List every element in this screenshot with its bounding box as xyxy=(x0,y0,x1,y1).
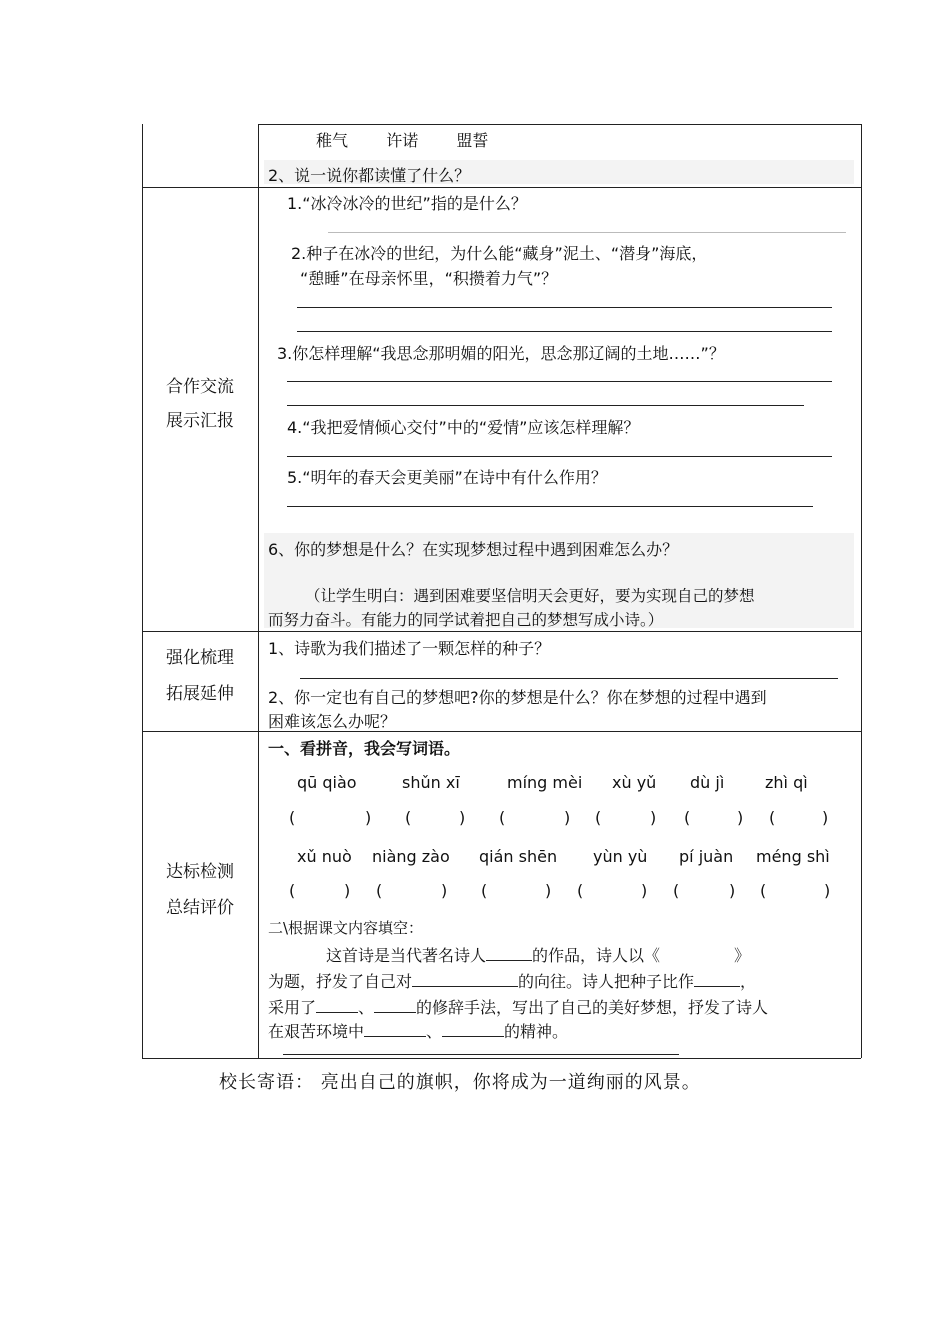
answer-line xyxy=(300,678,838,679)
pinyin-item: méng shì xyxy=(756,847,830,866)
answer-line xyxy=(287,405,804,406)
answer-paren-close: ) xyxy=(459,808,466,827)
fill-blank[interactable] xyxy=(364,1022,426,1037)
fill-text: 、 xyxy=(426,1022,443,1041)
test-part-2-title: 二\根据课文内容填空： xyxy=(268,919,424,937)
pinyin-item: qū qiào xyxy=(297,773,357,792)
fill-text: 的向往。诗人把种子比作 xyxy=(518,972,695,991)
coop-question-1: 1.“冰冷冰冷的世纪”指的是什么？ xyxy=(287,194,527,213)
coop-question-4: 4.“我把爱情倾心交付”中的“爱情”应该怎样理解？ xyxy=(287,418,640,437)
section-label-strengthen-2: 拓展延伸 xyxy=(166,684,234,704)
vocab-word: 稚气 xyxy=(316,131,349,150)
coop-question-5: 5.“明年的春天会更美丽”在诗中有什么作用？ xyxy=(287,468,607,487)
fill-text: 的作品，诗人以《 xyxy=(532,946,661,965)
fill-blank[interactable] xyxy=(442,1022,504,1037)
answer-paren-open: ( xyxy=(289,881,296,900)
row-border xyxy=(142,187,861,188)
coop-question-6: 6、你的梦想是什么？在实现梦想过程中遇到困难怎么办？ xyxy=(268,540,679,559)
answer-paren-open: ( xyxy=(376,881,383,900)
vocab-words xyxy=(316,128,488,151)
vocab-word: 许诺 xyxy=(386,131,419,150)
answer-paren-open: ( xyxy=(289,808,296,827)
answer-line xyxy=(283,1054,679,1055)
answer-paren-close: ) xyxy=(545,881,552,900)
fill-blank[interactable] xyxy=(316,998,358,1013)
pinyin-item: pí juàn xyxy=(679,847,734,866)
answer-paren-open: ( xyxy=(760,881,767,900)
pinyin-item: qián shēn xyxy=(479,847,558,866)
fill-line-3 xyxy=(268,995,768,1018)
teacher-note-1: （让学生明白：遇到困难要坚信明天会更好，要为实现自己的梦想 xyxy=(305,587,755,605)
answer-line xyxy=(297,307,832,308)
answer-paren-open: ( xyxy=(595,808,602,827)
answer-paren-close: ) xyxy=(365,808,372,827)
answer-paren-open: ( xyxy=(577,881,584,900)
row-border xyxy=(142,631,861,632)
strengthen-question-1: 1、诗歌为我们描述了一颗怎样的种子？ xyxy=(268,639,551,658)
fill-blank[interactable] xyxy=(374,998,416,1013)
fill-text: 采用了 xyxy=(268,998,317,1017)
answer-paren-close: ) xyxy=(729,881,736,900)
table-top-border xyxy=(258,124,861,125)
answer-line xyxy=(287,456,832,457)
section-label-cooperate-2: 展示汇报 xyxy=(166,411,234,431)
answer-paren-close: ) xyxy=(650,808,657,827)
answer-line xyxy=(287,381,832,382)
row-border xyxy=(142,731,861,732)
question-2: 2、说一说你都读懂了什么？ xyxy=(268,166,471,185)
answer-paren-open: ( xyxy=(684,808,691,827)
fill-blank[interactable] xyxy=(412,972,518,987)
pinyin-item: dù jì xyxy=(690,773,725,792)
fill-text: 、 xyxy=(358,998,375,1017)
fill-line-1 xyxy=(326,943,750,966)
fill-text: 》 xyxy=(734,946,751,965)
answer-paren-close: ) xyxy=(737,808,744,827)
test-part-1-title: 一、看拼音，我会写词语。 xyxy=(268,739,461,758)
principal-message: 校长寄语： 亮出自己的旗帜，你将成为一道绚丽的风景。 xyxy=(219,1072,701,1093)
fill-text: 在艰苦环境中 xyxy=(268,1022,365,1041)
answer-line xyxy=(328,232,846,233)
pinyin-item: shǔn xī xyxy=(402,773,460,792)
pinyin-item: míng mèi xyxy=(507,773,583,792)
answer-paren-open: ( xyxy=(405,808,412,827)
coop-question-3: 3.你怎样理解“我思念那明媚的阳光，思念那辽阔的土地……”？ xyxy=(277,344,725,363)
answer-paren-open: ( xyxy=(673,881,680,900)
answer-paren-open: ( xyxy=(769,808,776,827)
strengthen-question-2a: 2、你一定也有自己的梦想吧?你的梦想是什么？你在梦想的过程中遇到 xyxy=(268,688,767,707)
pinyin-item: xù yǔ xyxy=(612,773,657,792)
table-right-border xyxy=(861,124,862,1058)
fill-line-4 xyxy=(268,1019,568,1042)
answer-paren-close: ) xyxy=(641,881,648,900)
answer-paren-open: ( xyxy=(499,808,506,827)
section-label-cooperate-1: 合作交流 xyxy=(166,377,234,397)
pinyin-item: zhì qì xyxy=(765,773,808,792)
fill-text: 这首诗是当代著名诗人 xyxy=(326,946,487,965)
section-label-test-1: 达标检测 xyxy=(166,862,234,882)
answer-paren-close: ) xyxy=(344,881,351,900)
fill-text: 的修辞手法，写出了自己的美好梦想，抒发了诗人 xyxy=(416,998,769,1017)
pinyin-item: xǔ nuò xyxy=(297,847,352,866)
answer-line xyxy=(297,331,832,332)
answer-line xyxy=(287,506,813,507)
fill-text: 为题，抒发了自己对 xyxy=(268,972,413,991)
section-label-test-2: 总结评价 xyxy=(166,898,234,918)
teacher-note-2: 而努力奋斗。有能力的同学试着把自己的梦想写成小诗。） xyxy=(268,611,664,629)
strengthen-question-2b: 困难该怎么办呢？ xyxy=(268,712,397,731)
fill-blank[interactable] xyxy=(694,972,740,987)
answer-paren-close: ) xyxy=(822,808,829,827)
coop-question-2b: “憩睡”在母亲怀里，“积攒着力气”？ xyxy=(300,269,558,288)
pinyin-item: niàng zào xyxy=(372,847,450,866)
coop-question-2a: 2.种子在冰冷的世纪，为什么能“藏身”泥土、“潜身”海底， xyxy=(291,244,708,263)
answer-paren-close: ) xyxy=(441,881,448,900)
section-label-strengthen-1: 强化梳理 xyxy=(166,648,234,668)
table-bottom-border xyxy=(142,1058,861,1059)
pinyin-item: yùn yù xyxy=(593,847,648,866)
fill-blank[interactable] xyxy=(486,946,532,961)
answer-paren-close: ) xyxy=(564,808,571,827)
answer-paren-close: ) xyxy=(824,881,831,900)
fill-line-2 xyxy=(268,969,756,992)
fill-text: ， xyxy=(740,972,757,991)
vocab-word: 盟誓 xyxy=(456,131,489,150)
answer-paren-open: ( xyxy=(481,881,488,900)
fill-text: 的精神。 xyxy=(504,1022,569,1041)
column-divider xyxy=(258,124,259,1058)
